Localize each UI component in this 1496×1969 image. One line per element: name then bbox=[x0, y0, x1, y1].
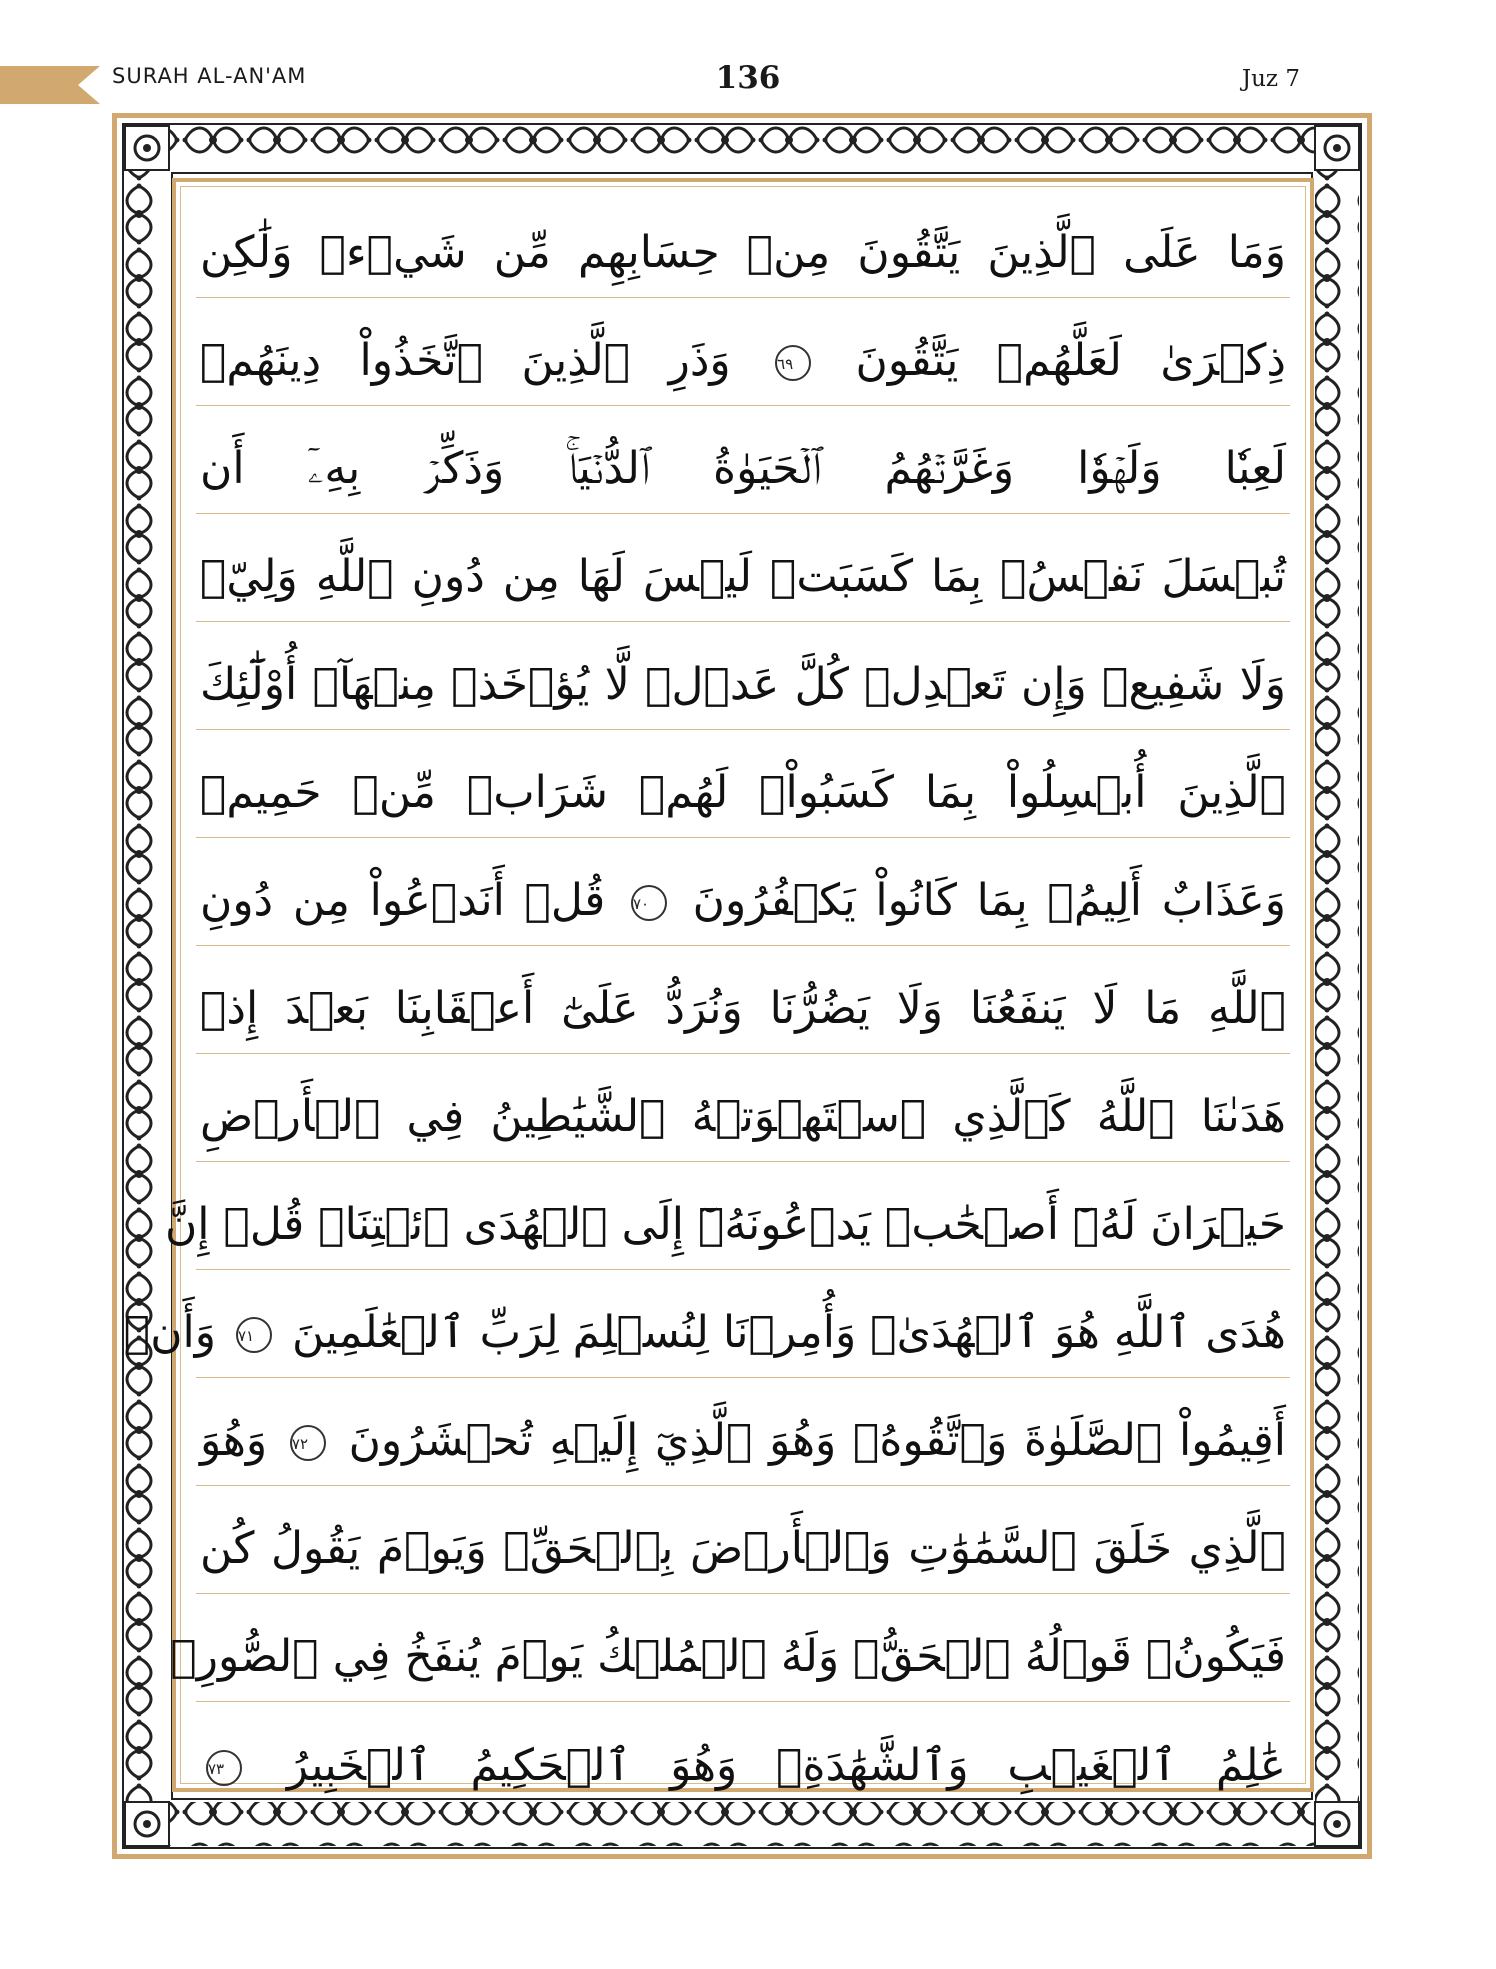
line-text bbox=[196, 871, 1290, 931]
line-segment: عَٰلِمُ ٱلۡغَيۡبِ وَٱلشَّهَٰدَةِۚ وَهُوَ ٱلۡحَكِيمُ ٱلۡخَبِيرُ bbox=[286, 1740, 1286, 1791]
line-segment: وَأَنۡ bbox=[123, 1307, 216, 1358]
line-text: تُبۡسَلَ نَفۡسُۢ بِمَا كَسَبَتۡ لَيۡسَ لَهَا مِن دُونِ ٱللَّهِ وَلِيّٞ bbox=[200, 551, 1286, 602]
line-text: هَدَىٰنَا ٱللَّهُ كَٱلَّذِي ٱسۡتَهۡوَتۡهُ ٱلشَّيَٰطِينُ فِي ٱلۡأَرۡضِ bbox=[200, 1091, 1286, 1142]
line-segment: ذِكۡرَىٰ لَعَلَّهُمۡ يَتَّقُونَ bbox=[855, 335, 1286, 386]
line-text: فَيَكُونُۚ قَوۡلُهُ ٱلۡحَقُّۚ وَلَهُ ٱلۡمُلۡكُ يَوۡمَ يُنفَخُ فِي ٱلصُّورِۚ bbox=[170, 1631, 1286, 1682]
line-text: وَمَا عَلَى ٱلَّذِينَ يَتَّقُونَ مِنۡ حِسَابِهِم مِّن شَيۡءٖ وَلَٰكِن bbox=[200, 227, 1286, 278]
verse-line bbox=[196, 622, 1290, 730]
page-number: 136 bbox=[715, 60, 781, 96]
verse-line bbox=[196, 730, 1290, 838]
verse-line bbox=[164, 1162, 1290, 1270]
line-segment: وَهُوَ bbox=[200, 1415, 268, 1466]
verse-line bbox=[196, 514, 1290, 622]
verse-line bbox=[170, 1594, 1290, 1702]
line-text bbox=[196, 331, 1290, 391]
line-text: وَلَا شَفِيعٞ وَإِن تَعۡدِلۡ كُلَّ عَدۡلٖ لَّا يُؤۡخَذۡ مِنۡهَآۗ أُوْلَٰٓئِكَ bbox=[200, 659, 1286, 710]
verse-line bbox=[196, 1054, 1290, 1162]
line-text: ٱللَّهِ مَا لَا يَنفَعُنَا وَلَا يَضُرُّنَا وَنُرَدُّ عَلَىٰٓ أَعۡقَابِنَا بَعۡدَ إِذۡ bbox=[200, 983, 1286, 1034]
ayah-end-marker-icon: ٧٠ bbox=[631, 885, 667, 921]
verse-line bbox=[123, 1270, 1290, 1378]
verse-line bbox=[196, 298, 1290, 406]
line-segment: أَقِيمُواْ ٱلصَّلَوٰةَ وَٱتَّقُوهُۚ وَهُوَ ٱلَّذِيٓ إِلَيۡهِ تُحۡشَرُونَ bbox=[348, 1415, 1286, 1466]
verse-line bbox=[196, 1378, 1290, 1486]
line-text bbox=[123, 1303, 1290, 1363]
verse-line bbox=[196, 190, 1290, 298]
surah-name: SURAH AL-AN'AM bbox=[112, 64, 307, 88]
line-text bbox=[196, 1411, 1290, 1471]
line-segment: وَعَذَابٌ أَلِيمُۢ بِمَا كَانُواْ يَكۡفُرُونَ bbox=[692, 875, 1286, 926]
quran-text-block bbox=[123, 190, 1290, 1791]
verse-line bbox=[196, 946, 1290, 1054]
ayah-end-marker-icon: ٦٩ bbox=[775, 345, 811, 381]
verse-line bbox=[196, 1486, 1290, 1594]
line-segment: هُدَى ٱللَّهِ هُوَ ٱلۡهُدَىٰۖ وَأُمِرۡنَا لِنُسۡلِمَ لِرَبِّ ٱلۡعَٰلَمِينَ bbox=[292, 1307, 1286, 1358]
ayah-end-marker-icon: ٧٣ bbox=[206, 1750, 242, 1786]
line-text: ٱلَّذِي خَلَقَ ٱلسَّمَٰوَٰتِ وَٱلۡأَرۡضَ بِٱلۡحَقِّۖ وَيَوۡمَ يَقُولُ كُن bbox=[200, 1523, 1286, 1574]
line-text: ٱلَّذِينَ أُبۡسِلُواْ بِمَا كَسَبُواْۖ لَهُمۡ شَرَابٞ مِّنۡ حَمِيمٖ bbox=[200, 767, 1286, 818]
ayah-end-marker-icon: ٧٢ bbox=[290, 1425, 326, 1461]
line-segment: قُلۡ أَنَدۡعُواْ مِن دُونِ bbox=[200, 875, 606, 926]
line-segment: وَذَرِ ٱلَّذِينَ ٱتَّخَذُواْ دِينَهُمۡ bbox=[200, 335, 731, 386]
verse-line bbox=[196, 1702, 1290, 1810]
verse-line bbox=[196, 406, 1290, 514]
verse-line bbox=[196, 838, 1290, 946]
line-text: حَيۡرَانَ لَهُۥٓ أَصۡحَٰبٞ يَدۡعُونَهُۥٓ إِلَى ٱلۡهُدَى ٱئۡتِنَاۗ قُلۡ إِنَّ bbox=[164, 1199, 1286, 1250]
ayah-end-marker-icon: ٧١ bbox=[236, 1317, 272, 1353]
line-text: لَعِبٗا وَلَهۡوٗا وَغَرَّتۡهُمُ ٱلۡحَيَوٰةُ ٱلدُّنۡيَاۚ وَذَكِّرۡ بِهِۦٓ أَن bbox=[200, 443, 1286, 494]
juz-label: Juz 7 bbox=[1241, 66, 1300, 92]
line-text bbox=[196, 1736, 1290, 1796]
